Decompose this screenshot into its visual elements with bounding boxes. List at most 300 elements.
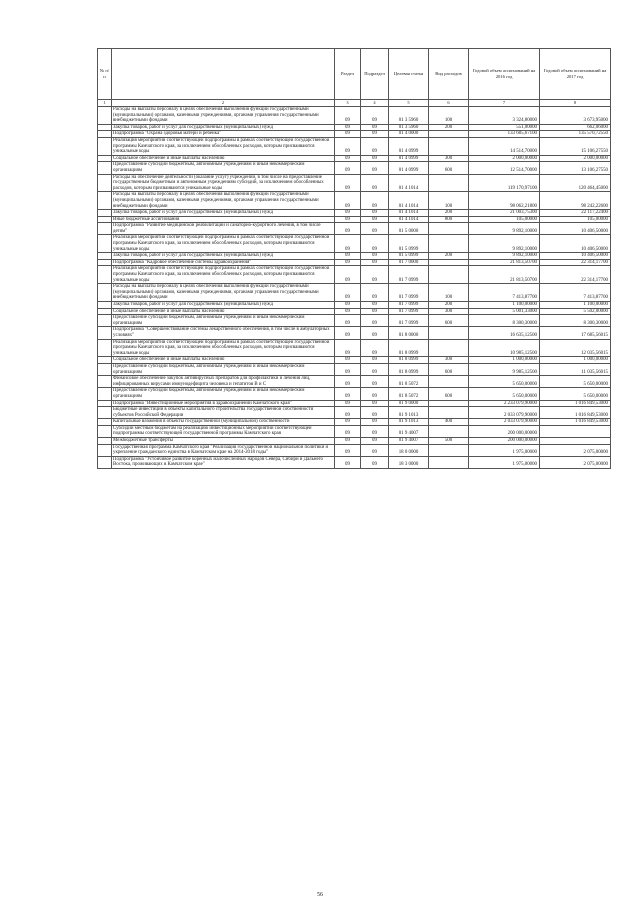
amount-2017-cell: 2 075,00000 [540,444,611,456]
amount-2016-cell: 8 300,30000 [469,315,540,327]
section-cell: 09 [335,327,361,339]
target-article-cell: 01 9 0000 [389,400,429,407]
table-row [98,216,611,223]
target-article-cell: 01 4 0000 [389,131,429,138]
row-number-cell [98,407,112,419]
table-row [98,425,611,437]
target-article-cell: 01 3 5960 [389,107,429,125]
table-row [98,192,611,210]
section-cell: 09 [335,223,361,235]
expense-type-cell: 600 [429,363,469,375]
expense-name-cell: Расходы на выплаты персоналу в целях обеспечения выполнения функций государственными (муниципальными) органами, казенными учреждениями, органами управления государственными внебюджетными фондами [112,192,335,210]
subsection-cell: 09 [361,174,389,192]
expense-name-cell: Социальное обеспечение и иные выплаты населению [112,308,335,315]
table-row [98,327,611,339]
amount-2017-cell: 17 685,56015 [540,327,611,339]
subsection-cell: 09 [361,425,389,437]
section-cell: 09 [335,419,361,426]
amount-2017-cell: 1 016 849,53000 [540,419,611,426]
expense-name-cell: Закупка товаров, работ и услуг для государственных (муниципальных) нужд [112,302,335,309]
amount-2017-cell: 98 242,22600 [540,192,611,210]
expense-type-cell: 300 [429,155,469,162]
expense-type-cell [429,259,469,266]
expense-name-cell: Предоставление субсидий бюджетным, автономным учреждениям и иным некоммерческим организациям [112,388,335,400]
target-article-cell: 01 9 1013 [389,407,429,419]
row-number-cell [98,210,112,217]
row-number-cell [98,425,112,437]
table-row [98,419,611,426]
row-number-cell [98,266,112,284]
section-cell: 09 [335,315,361,327]
index-cell: 7 [469,100,540,107]
target-article-cell: 01 3 5960 [389,124,429,131]
amount-2017-cell: 10 406,50000 [540,253,611,260]
subsection-cell: 09 [361,107,389,125]
budget-table-sheet [97,48,610,469]
amount-2017-cell: 10 406,50000 [540,223,611,235]
row-number-cell [98,339,112,357]
target-article-cell: 01 8 0000 [389,327,429,339]
subsection-cell: 09 [361,419,389,426]
row-number-cell [98,315,112,327]
amount-2017-cell: 11 035,56015 [540,363,611,375]
subsection-cell: 09 [361,216,389,223]
subsection-cell: 09 [361,155,389,162]
section-cell: 09 [335,363,361,375]
amount-2017-cell: 5 650,00000 [540,388,611,400]
expense-type-cell [429,407,469,419]
row-number-cell [98,388,112,400]
index-cell: 8 [540,100,611,107]
row-number-cell [98,192,112,210]
expense-type-cell [429,456,469,468]
expense-type-cell [429,339,469,357]
amount-2017-cell: 15 106,27550 [540,137,611,155]
subsection-cell: 09 [361,376,389,388]
target-article-cell: 01 7 0999 [389,315,429,327]
subsection-cell: 09 [361,137,389,155]
amount-2016-cell: 1 000,00000 [469,357,540,364]
column-index-row [98,100,611,107]
table-row [98,339,611,357]
amount-2017-cell: 1 016 849,53000 [540,407,611,419]
target-article-cell: 01 8 0999 [389,357,429,364]
index-cell: 3 [335,100,361,107]
expense-type-cell [429,376,469,388]
target-article-cell: 01 7 0999 [389,308,429,315]
section-cell: 09 [335,438,361,445]
amount-2016-cell: 200 000,00000 [469,438,540,445]
section-cell: 09 [335,155,361,162]
table-row [98,162,611,174]
amount-2016-cell: 21 813,50700 [469,266,540,284]
expense-name-cell: Подпрограмма "Инвестиционные мероприятия в здравоохранении Камчатского края" [112,400,335,407]
target-article-cell: 01 4 1014 [389,210,429,217]
amount-2016-cell: 1 100,00000 [469,302,540,309]
target-article-cell: 01 7 0999 [389,284,429,302]
expense-name-cell: Закупка товаров, работ и услуг для государственных (муниципальных) нужд [112,210,335,217]
expense-name-cell: Предоставление субсидий бюджетным, автономным учреждениям и иным некоммерческим организациям [112,315,335,327]
row-number-cell [98,419,112,426]
subsection-cell: 09 [361,235,389,253]
subsection-cell: 09 [361,388,389,400]
row-number-cell [98,456,112,468]
amount-2016-cell: 2 033 079,90000 [469,419,540,426]
header-cell: Годовой объем ассигнований на 2016 год [469,49,540,100]
target-article-cell: 01 4 0999 [389,137,429,155]
subsection-cell: 09 [361,131,389,138]
header-cell: Вид расходов [429,49,469,100]
expense-name-cell: Закупка товаров, работ и услуг для государственных (муниципальных) нужд [112,253,335,260]
amount-2016-cell: 12 514,70000 [469,162,540,174]
index-cell: 2 [112,100,335,107]
expense-type-cell: 200 [429,124,469,131]
table-body [98,100,611,469]
amount-2016-cell: 21 003,75300 [469,210,540,217]
expense-name-cell: Иные бюджетные ассигнования [112,216,335,223]
table-row [98,444,611,456]
row-number-cell [98,302,112,309]
expense-type-cell: 500 [429,438,469,445]
row-number-cell [98,174,112,192]
expense-type-cell [429,235,469,253]
table-row [98,107,611,125]
target-article-cell: 01 5 0999 [389,235,429,253]
amount-2016-cell: 2 033 079,90000 [469,407,540,419]
section-cell: 09 [335,137,361,155]
subsection-cell: 09 [361,253,389,260]
amount-2017-cell: 662,06000 [540,124,611,131]
table-row [98,210,611,217]
section-cell: 09 [335,162,361,174]
table-row [98,407,611,419]
amount-2017-cell: 2 075,00000 [540,456,611,468]
subsection-cell: 09 [361,400,389,407]
expense-name-cell: Расходы на выплаты персоналу в целях обеспечения выполнения функций государственными (муниципальными) органами, казенными учреждениями, органами управления государственными внебюджетными фондами [112,107,335,125]
expense-name-cell: Капитальные вложения в объекты государственной (муниципальной) собственности [112,419,335,426]
expense-type-cell: 600 [429,315,469,327]
amount-2017-cell: 135 570,72550 [540,131,611,138]
amount-2016-cell: 1 975,00000 [469,456,540,468]
table-row [98,284,611,302]
row-number-cell [98,155,112,162]
amount-2016-cell: 7 413,87700 [469,284,540,302]
expense-type-cell [429,174,469,192]
expense-type-cell [429,137,469,155]
header-row [98,49,611,100]
amount-2017-cell: 13 106,27550 [540,162,611,174]
expense-name-cell: Реализация мероприятий соответствующей подпрограммы в рамках соответствующей государственной программы Камчатского края, за исключением обособленных расходов, которым присваиваются уникальные коды [112,137,335,155]
expense-name-cell: Подпрограмма "Охрана здоровья матери и ребенка" [112,131,335,138]
table-row [98,388,611,400]
subsection-cell: 09 [361,223,389,235]
subsection-cell: 09 [361,266,389,284]
row-number-cell [98,444,112,456]
section-cell: 09 [335,302,361,309]
section-cell: 09 [335,107,361,125]
subsection-cell: 09 [361,259,389,266]
expense-type-cell [429,327,469,339]
amount-2016-cell: 10 985,12500 [469,339,540,357]
expense-type-cell [429,223,469,235]
row-number-cell [98,363,112,375]
expense-name-cell: Предоставление субсидий бюджетным, автономным учреждениям и иным некоммерческим организациям [112,363,335,375]
subsection-cell: 09 [361,124,389,131]
subsection-cell: 09 [361,315,389,327]
target-article-cell: 01 8 0999 [389,339,429,357]
expense-name-cell: Расходы на выплаты персоналу в целях обеспечения выполнения функций государственными (муниципальными) органами, казенными учреждениями, органами управления государственными внебюджетными фондами [112,284,335,302]
section-cell: 09 [335,284,361,302]
subsection-cell: 09 [361,438,389,445]
expense-type-cell: 800 [429,216,469,223]
target-article-cell: 01 4 0999 [389,155,429,162]
expense-name-cell: Подпрограмма "Совершенствование системы лекарственного обеспечения, в том числе в амбулаторных условиях" [112,327,335,339]
target-article-cell: 18 3 0000 [389,456,429,468]
target-article-cell: 01 7 0999 [389,302,429,309]
target-article-cell: 01 9 4007 [389,425,429,437]
expense-name-cell: Реализация мероприятий соответствующей подпрограммы в рамках соответствующей государственной программы Камчатского края, за исключением обособленных расходов, которым присваиваются уникальные коды [112,339,335,357]
table-row [98,174,611,192]
subsection-cell: 09 [361,444,389,456]
expense-type-cell: 300 [429,308,469,315]
expense-name-cell: Межбюджетные трансферты [112,438,335,445]
amount-2017-cell: 1 000,00000 [540,357,611,364]
expense-name-cell: Закупка товаров, работ и услуг для государственных (муниципальных) нужд [112,124,335,131]
section-cell: 09 [335,388,361,400]
table-row [98,124,611,131]
amount-2017-cell: 22 117,22400 [540,210,611,217]
subsection-cell: 09 [361,456,389,468]
section-cell: 09 [335,266,361,284]
table-row [98,357,611,364]
table-row [98,376,611,388]
subsection-cell: 09 [361,308,389,315]
expense-name-cell: Государственная программа Камчатского края "Реализация государственной национальной политики и укрепление гражданского единства в Камчатском крае на 2014-2018 годы" [112,444,335,456]
target-article-cell: 18 0 0000 [389,444,429,456]
subsection-cell: 09 [361,162,389,174]
target-article-cell: 01 4 1014 [389,216,429,223]
amount-2017-cell [540,438,611,445]
expense-name-cell: Социальное обеспечение и иные выплаты населению [112,357,335,364]
target-article-cell: 01 8 5072 [389,376,429,388]
expense-type-cell [429,444,469,456]
amount-2016-cell: 9 892,10000 [469,235,540,253]
section-cell: 09 [335,357,361,364]
expense-name-cell: Реализация мероприятий соответствующей подпрограммы в рамках соответствующей государственной программы Камчатского края, за исключением обособленных расходов, которым присваиваются уникальные коды [112,266,335,284]
table-row [98,456,611,468]
header-cell: Годовой объем ассигнований на 2017 год [540,49,611,100]
expense-name-cell: Финансовое обеспечение закупок антивирусных препаратов для профилактики и лечения лиц, инфицированных вирусами иммунодефицита человека и гепатитов В и С [112,376,335,388]
amount-2016-cell: 5 001,33000 [469,308,540,315]
header-cell: № п/п [98,49,112,100]
row-number-cell [98,357,112,364]
table-row [98,308,611,315]
amount-2016-cell: 5 650,00000 [469,388,540,400]
amount-2017-cell: 3 673,95000 [540,107,611,125]
amount-2017-cell: 105,00000 [540,216,611,223]
amount-2016-cell: 133 685,67100 [469,131,540,138]
target-article-cell: 01 9 4007 [389,438,429,445]
section-cell: 09 [335,174,361,192]
amount-2017-cell: 5 502,00000 [540,308,611,315]
amount-2016-cell: 9 985,12500 [469,363,540,375]
expense-name-cell: Подпрограмма "Устойчивое развитие коренных малочисленных народов Севера, Сибири и Дальнего Востока, проживающих в Камчатском крае" [112,456,335,468]
subsection-cell: 09 [361,192,389,210]
subsection-cell: 09 [361,284,389,302]
section-cell: 09 [335,131,361,138]
amount-2016-cell: 2 233 079,90000 [469,400,540,407]
amount-2016-cell: 9 892,10000 [469,223,540,235]
amount-2017-cell: 7 413,87700 [540,284,611,302]
table-row [98,266,611,284]
amount-2016-cell: 14 514,70000 [469,137,540,155]
target-article-cell: 01 5 0999 [389,253,429,260]
section-cell: 09 [335,444,361,456]
row-number-cell [98,438,112,445]
table-row [98,223,611,235]
section-cell: 09 [335,425,361,437]
expense-type-cell: 300 [429,357,469,364]
section-cell: 09 [335,253,361,260]
target-article-cell: 01 7 0999 [389,266,429,284]
table-row [98,235,611,253]
row-number-cell [98,235,112,253]
amount-2017-cell: 2 000,00000 [540,155,611,162]
section-cell: 09 [335,192,361,210]
amount-2017-cell: 5 650,00000 [540,376,611,388]
target-article-cell: 01 8 0999 [389,363,429,375]
expense-name-cell: Бюджетные инвестиции в объекты капитального строительства государственной собственности субъектов Российской Федерации [112,407,335,419]
amount-2016-cell: 21 813,50700 [469,259,540,266]
amount-2016-cell: 119 170,97100 [469,174,540,192]
index-cell: 6 [429,100,469,107]
amount-2017-cell: 22 314,17700 [540,259,611,266]
amount-2016-cell: 5 650,00000 [469,376,540,388]
target-article-cell: 01 9 1013 [389,419,429,426]
amount-2017-cell: 10 406,50000 [540,235,611,253]
index-cell: 4 [361,100,389,107]
section-cell: 09 [335,400,361,407]
row-number-cell [98,400,112,407]
target-article-cell: 01 4 1014 [389,174,429,192]
amount-2016-cell: 1 975,00000 [469,444,540,456]
row-number-cell [98,376,112,388]
row-number-cell [98,259,112,266]
subsection-cell: 09 [361,357,389,364]
expense-type-cell: 100 [429,107,469,125]
section-cell: 09 [335,259,361,266]
section-cell: 09 [335,407,361,419]
amount-2017-cell: 120 464,45000 [540,174,611,192]
row-number-cell [98,137,112,155]
target-article-cell: 01 8 5072 [389,388,429,400]
target-article-cell: 01 4 0999 [389,162,429,174]
amount-2016-cell: 2 000,00000 [469,155,540,162]
expense-name-cell: Предоставление субсидий бюджетным, автономным учреждениям и иным некоммерческим организациям [112,162,335,174]
table-row [98,363,611,375]
amount-2017-cell: 12 035,56015 [540,339,611,357]
expense-name-cell: Реализация мероприятий соответствующей подпрограммы в рамках соответствующей государственной программы Камчатского края, за исключением обособленных расходов, которым присваиваются уникальные коды [112,235,335,253]
expense-name-cell: Расходы на обеспечение деятельности (оказание услуг) учреждений, в том числе на предоставление государственным бюджетным и автономным учреждениям субсидий, за исключением обособленных расходов, которым присваиваются уникальные коды [112,174,335,192]
row-number-cell [98,253,112,260]
section-cell: 09 [335,235,361,253]
expense-type-cell: 600 [429,162,469,174]
amount-2016-cell: 98 062,21800 [469,192,540,210]
section-cell: 09 [335,124,361,131]
subsection-cell: 09 [361,339,389,357]
table-row [98,438,611,445]
row-number-cell [98,107,112,125]
amount-2017-cell [540,425,611,437]
expense-type-cell: 100 [429,284,469,302]
row-number-cell [98,284,112,302]
expense-type-cell: 200 [429,253,469,260]
section-cell: 09 [335,308,361,315]
amount-2016-cell: 16 635,12500 [469,327,540,339]
row-number-cell [98,162,112,174]
table-row [98,259,611,266]
table-row [98,302,611,309]
table-row [98,155,611,162]
expense-type-cell [429,131,469,138]
row-number-cell [98,308,112,315]
amount-2016-cell: 9 892,10000 [469,253,540,260]
amount-2016-cell: 200 000,00000 [469,425,540,437]
expense-type-cell [429,425,469,437]
budget-table [97,48,611,469]
row-number-cell [98,131,112,138]
section-cell: 09 [335,339,361,357]
page-number: 56 [317,892,323,898]
target-article-cell: 01 5 0000 [389,223,429,235]
row-number-cell [98,124,112,131]
table-row [98,315,611,327]
row-number-cell [98,327,112,339]
subsection-cell: 09 [361,407,389,419]
expense-type-cell: 200 [429,302,469,309]
amount-2017-cell: 1 016 849,53000 [540,400,611,407]
table-row [98,400,611,407]
amount-2017-cell: 8 300,30000 [540,315,611,327]
row-number-cell [98,216,112,223]
section-cell: 09 [335,210,361,217]
subsection-cell: 09 [361,327,389,339]
amount-2016-cell: 551,00000 [469,124,540,131]
expense-type-cell [429,400,469,407]
expense-name-cell: Подпрограмма "Развитие медицинской реабилитации и санаторно-курортного лечения, в том числе детям" [112,223,335,235]
amount-2016-cell: 3 324,80000 [469,107,540,125]
header-cell [112,49,335,100]
expense-type-cell [429,266,469,284]
table-row [98,253,611,260]
table-row [98,137,611,155]
section-cell: 09 [335,216,361,223]
subsection-cell: 09 [361,210,389,217]
expense-name-cell: Социальное обеспечение и иные выплаты населению [112,155,335,162]
section-cell: 09 [335,456,361,468]
subsection-cell: 09 [361,302,389,309]
expense-type-cell: 100 [429,192,469,210]
amount-2017-cell: 22 314,17700 [540,266,611,284]
target-article-cell: 01 7 0000 [389,259,429,266]
expense-name-cell: Субсидии местным бюджетам на реализацию инвестиционных мероприятий соответствующей подпрограммы соответствующей государственной программы Камчатского края [112,425,335,437]
index-cell: 1 [98,100,112,107]
header-cell: Подраздел [361,49,389,100]
row-number-cell [98,223,112,235]
target-article-cell: 01 4 1014 [389,192,429,210]
header-cell: Целевая статья [389,49,429,100]
amount-2016-cell: 105,00000 [469,216,540,223]
